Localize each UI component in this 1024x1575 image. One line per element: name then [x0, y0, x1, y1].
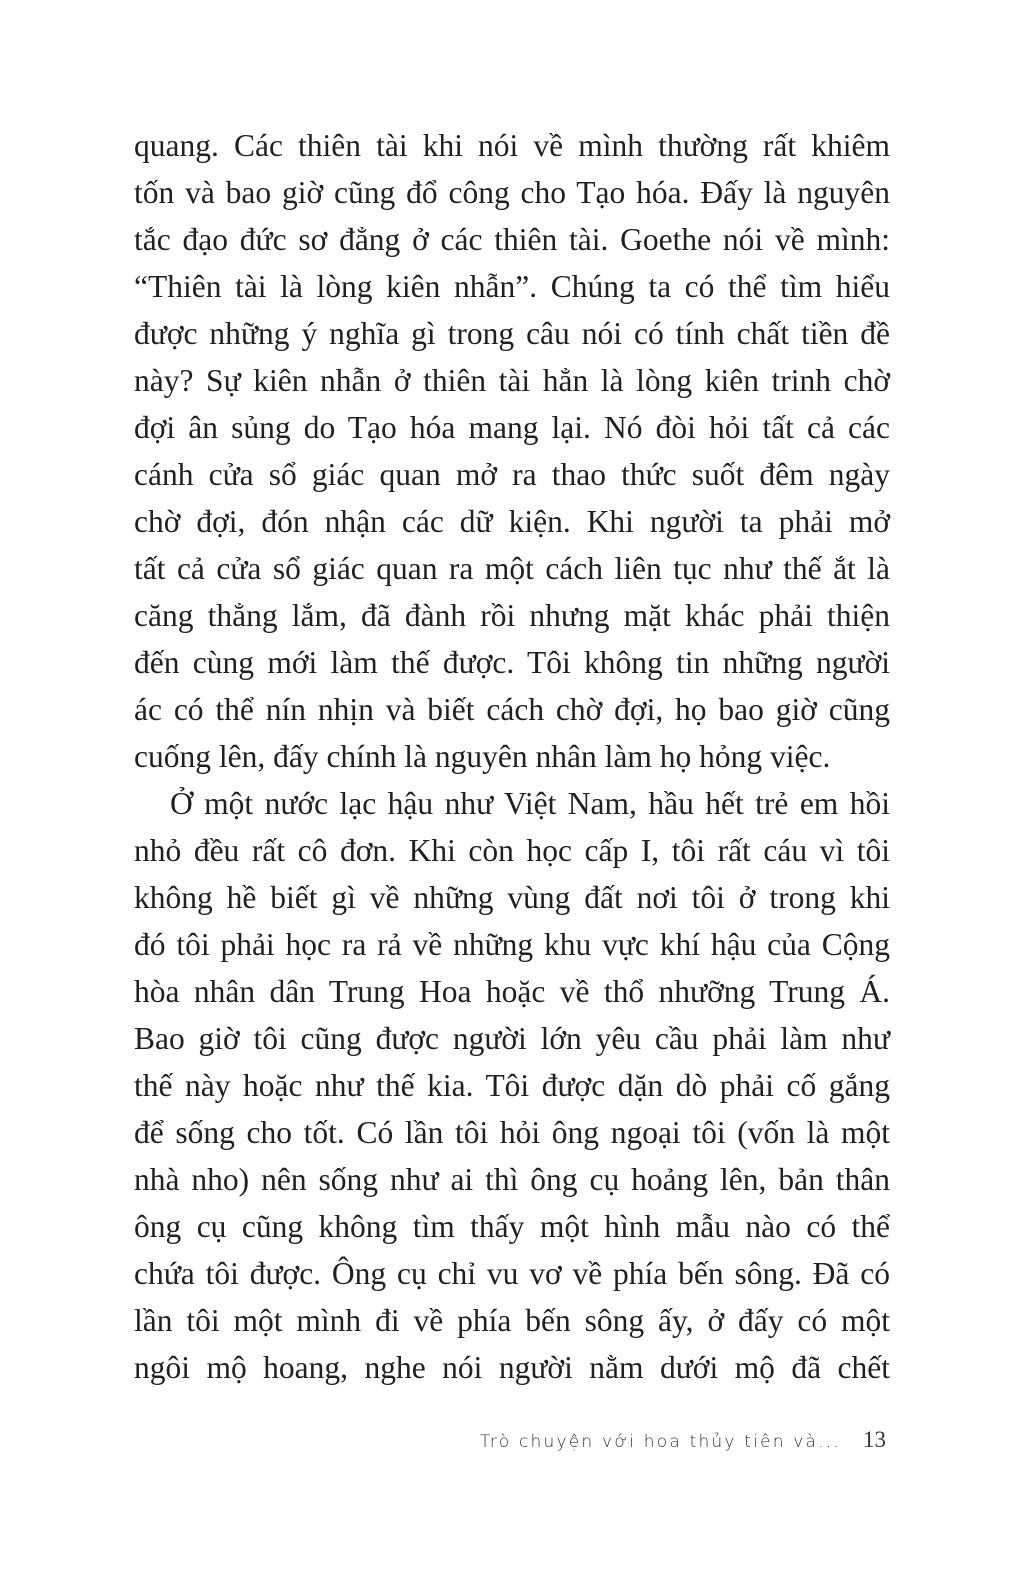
- text-line: đến cùng mới làm thế được. Tôi không tin những người: [134, 645, 890, 680]
- text-line: quang. Các thiên tài khi nói về mình thường rất khiêm: [134, 128, 890, 163]
- text-line: ác có thể nín nhịn và biết cách chờ đợi, họ bao giờ cũng: [134, 692, 890, 727]
- text-line: tốn và bao giờ cũng đổ công cho Tạo hóa. Đấy là nguyên: [134, 175, 890, 210]
- text-line: này? Sự kiên nhẫn ở thiên tài hẳn là lòng kiên trinh chờ: [134, 363, 890, 398]
- page-number: 13: [863, 1427, 886, 1452]
- text-line: để sống cho tốt. Có lần tôi hỏi ông ngoại tôi (vốn là một: [134, 1115, 890, 1150]
- text-line: không hề biết gì về những vùng đất nơi tôi ở trong khi: [134, 880, 890, 915]
- text-line: nhà nho) nên sống như ai thì ông cụ hoảng lên, bản thân: [134, 1162, 890, 1197]
- text-line: ngôi mộ hoang, nghe nói người nằm dưới mộ đã chết: [134, 1350, 890, 1385]
- text-line: tất cả cửa sổ giác quan ra một cách liên tục như thế ắt là: [134, 551, 890, 586]
- text-line: hòa nhân dân Trung Hoa hoặc về thổ nhưỡng Trung Á.: [134, 974, 890, 1009]
- paragraph-1: [134, 122, 890, 780]
- text-line: lần tôi một mình đi về phía bến sông ấy, ở đấy có một: [134, 1303, 890, 1338]
- text-line: cuống lên, đấy chính là nguyên nhân làm họ hỏng việc.: [134, 739, 831, 774]
- body-text: [134, 122, 890, 1391]
- text-line: nhỏ đều rất cô đơn. Khi còn học cấp I, tôi rất cáu vì tôi: [134, 833, 890, 868]
- text-line: tắc đạo đức sơ đẳng ở các thiên tài. Goethe nói về mình:: [134, 222, 890, 257]
- text-line: thế này hoặc như thế kia. Tôi được dặn dò phải cố gắng: [134, 1068, 890, 1103]
- text-line: ông cụ cũng không tìm thấy một hình mẫu nào có thể: [134, 1209, 890, 1244]
- text-line: cánh cửa sổ giác quan mở ra thao thức suốt đêm ngày: [134, 457, 890, 492]
- text-line: chờ đợi, đón nhận các dữ kiện. Khi người ta phải mở: [134, 504, 890, 539]
- text-line: Ở một nước lạc hậu như Việt Nam, hầu hết trẻ em hồi: [170, 786, 890, 821]
- text-line: “Thiên tài là lòng kiên nhẫn”. Chúng ta có thể tìm hiểu: [134, 269, 890, 304]
- paragraph-2: [134, 780, 890, 1391]
- text-line: đó tôi phải học ra rả về những khu vực khí hậu của Cộng: [134, 927, 890, 962]
- text-line: căng thẳng lắm, đã đành rồi nhưng mặt khác phải thiện: [134, 598, 890, 633]
- text-line: chứa tôi được. Ông cụ chỉ vu vơ về phía bến sông. Đã có: [134, 1256, 890, 1291]
- text-line: được những ý nghĩa gì trong câu nói có tính chất tiền đề: [134, 316, 890, 351]
- page-footer: [480, 1427, 886, 1453]
- text-line: Bao giờ tôi cũng được người lớn yêu cầu phải làm như: [134, 1021, 890, 1056]
- text-line: đợi ân sủng do Tạo hóa mang lại. Nó đòi hỏi tất cả các: [134, 410, 890, 445]
- running-title: Trò chuyện với hoa thủy tiên và...: [479, 1432, 841, 1452]
